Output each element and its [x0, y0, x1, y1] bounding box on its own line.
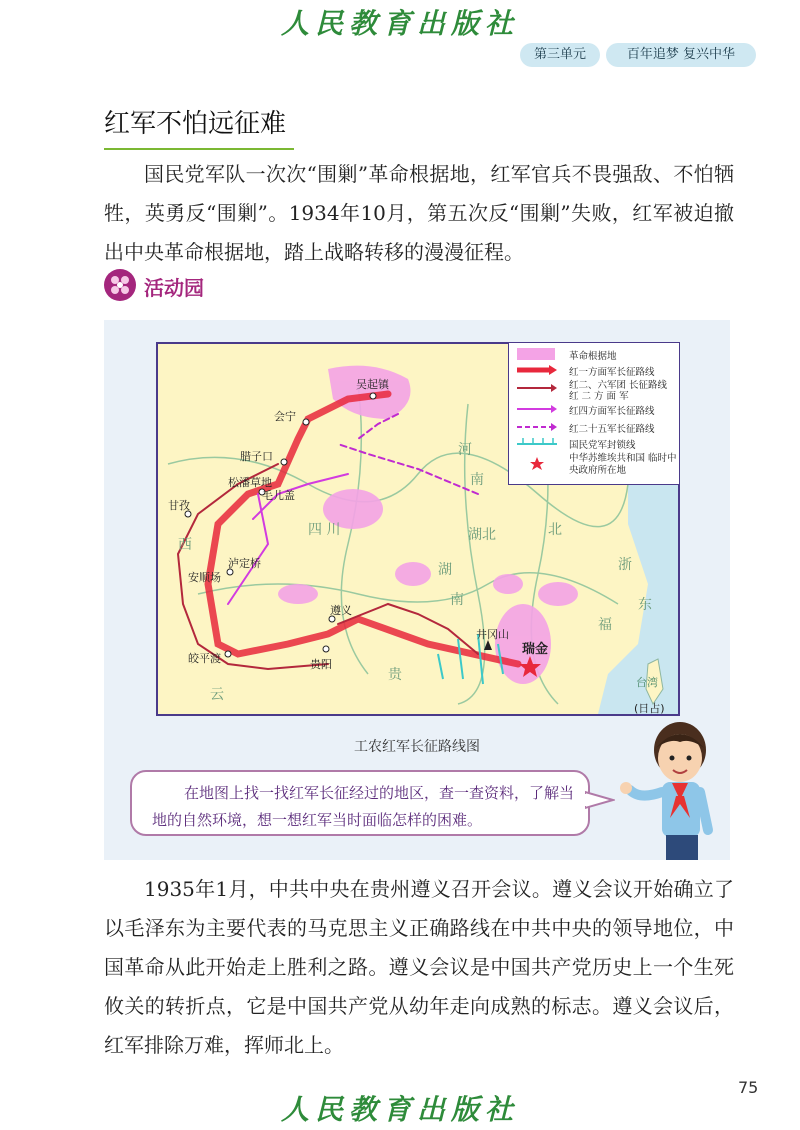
publisher-logo-footer: 人民教育出版社: [280, 1093, 519, 1126]
map-caption: 工农红军长征路线图: [354, 739, 480, 755]
place-guiyang: 贵阳: [310, 658, 332, 671]
page-number: 75: [738, 1078, 759, 1097]
zunyi-paragraph: 1935年1月，中共中央在贵州遵义召开会议。遵义会议开始确立了以毛泽东为主要代表的马克思主义正确路线在中共中央的领导地位，中国革命从此开始走上胜利之路。遵义会议是中国共产党历史上一个生死攸关的转折点，它是中国共产党从幼年走向成熟的标志。遵义会议后，红军排除万难，挥师北上。: [104, 877, 734, 1057]
legend-second-army: 红二、六军团 长征路线 红 二 方 面 军: [569, 380, 668, 402]
region-fu: 福: [598, 617, 612, 633]
place-ganzi: 甘孜: [168, 499, 190, 512]
place-luding: 泸定桥: [228, 557, 261, 570]
activity-prompt-text: 在地图上找一找红军长征经过的地区，查一查资料，了解当地的自然环境，想一想红军当时面临怎样的困难。: [152, 784, 575, 829]
region-bei: 北: [548, 522, 562, 538]
region-zhe: 浙: [618, 557, 632, 573]
region-nan: 南: [470, 472, 484, 488]
legend-blockade: 国民党军封锁线: [569, 440, 636, 451]
region-dong: 东: [638, 597, 652, 613]
flower-icon: [104, 269, 136, 301]
title-underline: [104, 148, 294, 150]
legend-25th-army: 红二十五军长征路线: [569, 424, 655, 435]
place-zunyi: 遵义: [330, 604, 352, 617]
place-taiwan: 台湾: [636, 676, 658, 689]
place-japan-occupied: (日占): [634, 702, 665, 715]
region-xi: 西: [178, 537, 192, 553]
map-legend: [508, 342, 680, 485]
place-lazikou: 腊子口: [240, 450, 273, 463]
place-ruijin: 瑞金: [522, 642, 549, 657]
region-gui: 贵: [388, 667, 402, 683]
unit-title-badge: 百年追梦 复兴中华: [606, 43, 756, 67]
legend-fourth-army: 红四方面军长征路线: [569, 406, 655, 417]
region-hubei: 湖北: [468, 527, 496, 543]
intro-paragraph: 国民党军队一次次“围剿”革命根据地，红军官兵不畏强敌、不怕牺牲，英勇反“围剿”。1934年10月，第五次反“围剿”失败，红军被迫撤出中央革命根据地，踏上战略转移的漫漫征程。: [104, 162, 734, 264]
place-wuqi: 吴起镇: [356, 378, 389, 391]
student-illustration: [610, 720, 730, 860]
region-hu: 湖: [438, 562, 452, 578]
place-maoergai: 毛儿盖: [262, 489, 295, 502]
activity-prompt-bubble: [130, 770, 590, 836]
legend-soviet-govt: 中华苏维埃共和国 临时中央政府所在地: [569, 453, 677, 476]
unit-badge: 第三单元: [520, 43, 600, 67]
place-jinggangshan: 井冈山: [476, 628, 509, 641]
section-title: 红军不怕远征难: [104, 109, 287, 139]
activity-title: 活动园: [144, 276, 204, 300]
region-he: 河: [458, 442, 472, 458]
place-jiaopingdu: 皎平渡: [188, 652, 221, 665]
legend-first-army: 红一方面军长征路线: [569, 367, 655, 378]
legend-base-area: 革命根据地: [569, 351, 617, 362]
place-caodi: 松潘草地: [228, 476, 272, 489]
place-anshunchang: 安顺场: [188, 571, 221, 584]
region-sichuan: 四 川: [308, 522, 341, 538]
publisher-logo: 人民教育出版社: [280, 7, 519, 40]
region-yun: 云: [210, 687, 224, 703]
region-nan2: 南: [450, 592, 464, 608]
place-huining: 会宁: [274, 410, 296, 423]
